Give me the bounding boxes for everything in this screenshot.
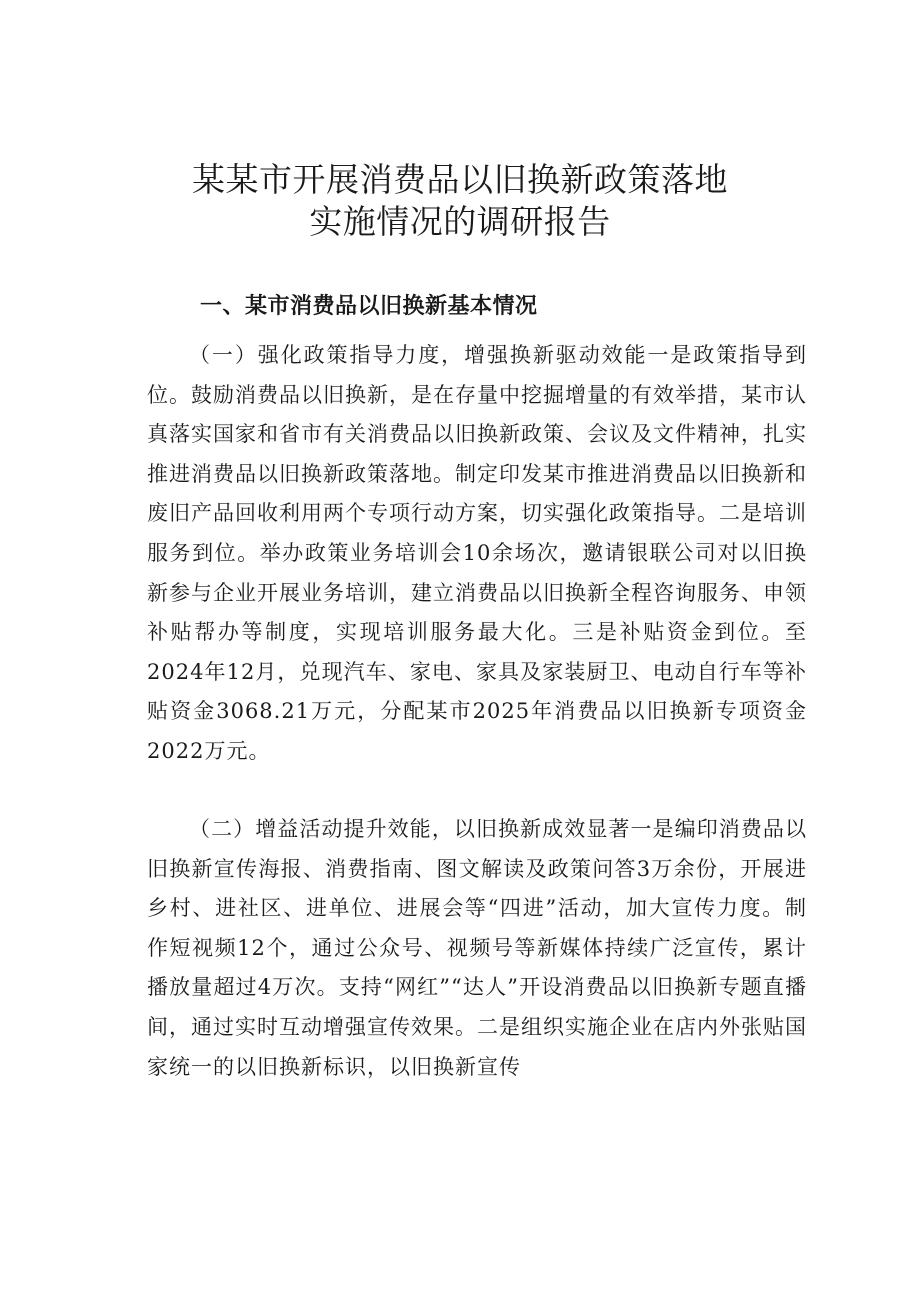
body-paragraph-1: （一）强化政策指导力度，增强换新驱动效能一是政策指导到位。鼓励消费品以旧换新，是在存量中挖掘增量的有效举措，某市认真落实国家和省市有关消费品以旧换新政策、会议及文件精神，扎实推进消费品以旧换新政策落地。制定印发某市推进消费品以旧换新和废旧产品回收利用两个专项行动方案，切实强化政策指导。二是培训服务到位。举办政策业务培训会10余场次，邀请银联公司对以旧换新参与企业开展业务培训，建立消费品以旧换新全程咨询服务、申领补贴帮办等制度，实现培训服务最大化。三是补贴资金到位。至2024年12月，兑现汽车、家电、家具及家装厨卫、电动自行车等补贴资金3068.21万元，分配某市2025年消费品以旧换新专项资金2022万元。 [147, 343, 807, 763]
section-heading: 一、某市消费品以旧换新基本情况 [200, 294, 538, 319]
document-title-line-2: 实施情况的调研报告 [309, 202, 611, 241]
body-paragraph-2: （二）增益活动提升效能，以旧换新成效显著一是编印消费品以旧换新宣传海报、消费指南、图文解读及政策问答3万余份，开展进乡村、进社区、进单位、进展会等“四进”活动，加大宣传力度。制作短视频12个，通过公众号、视频号等新媒体持续广泛宣传，累计播放量超过4万次。支持“网红”“达人”开设消费品以旧换新专题直播间，通过实时互动增强宣传效果。二是组织实施企业在店内外张贴国家统一的以旧换新标识，以旧换新宣传 [147, 817, 807, 1079]
document-title-line-1: 某某市开展消费品以旧换新政策落地 [192, 160, 728, 199]
